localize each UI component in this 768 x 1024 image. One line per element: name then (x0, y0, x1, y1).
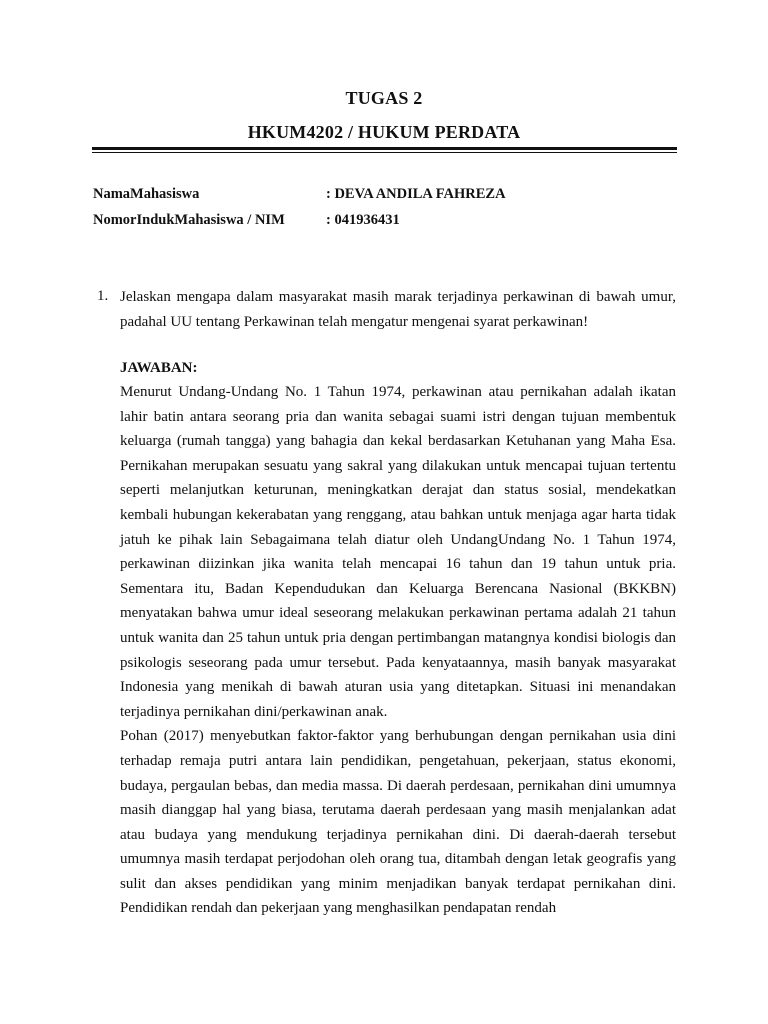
title-divider-thin (92, 152, 677, 153)
document-title: TUGAS 2 (345, 88, 423, 108)
student-nim-label: NomorIndukMahasiswa / NIM (93, 212, 285, 228)
course-title: HKUM4202 / HUKUM PERDATA (247, 122, 521, 142)
answer-body (120, 380, 676, 921)
question-text: Jelaskan mengapa dalam masyarakat masih marak terjadinya perkawinan di bawah umur, padahal UU tentang Perkawinan telah mengatur mengenai syarat perkawinan! (120, 289, 676, 330)
answer-paragraph-2: Pohan (2017) menyebutkan faktor-faktor yang berhubungan dengan pernikahan usia dini terhadap remaja putri antara lain pendidikan, pengetahuan, pekerjaan, status ekonomi, budaya, pergaulan bebas, dan media massa. Di daerah perdesaan, pernikahan dini umumnya masih dianggap hal yang biasa, terutama daerah perdesaan yang masih menjalankan adat atau budaya yang mendukung terjadinya pernikahan dini. Di daerah-daerah tersebut umumnya masih terdapat perjodohan oleh orang tua, ditambah dengan letak geografis yang sulit dan akses pendidikan yang minim menjadikan banyak terdapat pernikahan dini. Pendidikan rendah dan pekerjaan yang menghasilkan pendapatan rendah (120, 728, 676, 917)
question-number: 1. (97, 288, 109, 304)
student-nim-value: : 041936431 (326, 212, 400, 228)
student-name-value: : DEVA ANDILA FAHREZA (326, 186, 506, 202)
student-name-label: NamaMahasiswa (93, 186, 200, 202)
answer-paragraph-1: Menurut Undang-Undang No. 1 Tahun 1974, perkawinan atau pernikahan adalah ikatan lahir batin antara seorang pria dan wanita sebagai suami istri dengan tujuan membentuk keluarga (rumah tangga) yang bahagia dan kekal berdasarkan Ketuhanan yang Maha Esa. Pernikahan merupakan sesuatu yang sakral yang dilakukan untuk mencapai tujuan tertentu seperti melanjutkan keturunan, meningkatkan derajat dan status sosial, mendekatkan kembali hubungan kekerabatan yang renggang, atau bahkan untuk menjaga agar harta tidak jatuh ke pihak lain Sebagaimana telah diatur oleh UndangUndang No. 1 Tahun 1974, perkawinan diizinkan jika wanita telah mencapai 16 tahun dan 19 tahun untuk pria. Sementara itu, Badan Kependudukan dan Keluarga Berencana Nasional (BKKBN) menyatakan bahwa umur ideal seseorang melakukan perkawinan pertama adalah 21 tahun untuk wanita dan 25 tahun untuk pria dengan pertimbangan matangnya kondisi biologis dan psikologis seseorang pada umur tersebut. Pada kenyataannya, masih banyak masyarakat Indonesia yang menikah di bawah aturan usia yang ditetapkan. Situasi ini menandakan terjadinya pernikahan dini/perkawinan anak. (120, 384, 676, 720)
title-divider-thick (92, 147, 677, 150)
answer-heading: JAWABAN: (120, 360, 198, 376)
